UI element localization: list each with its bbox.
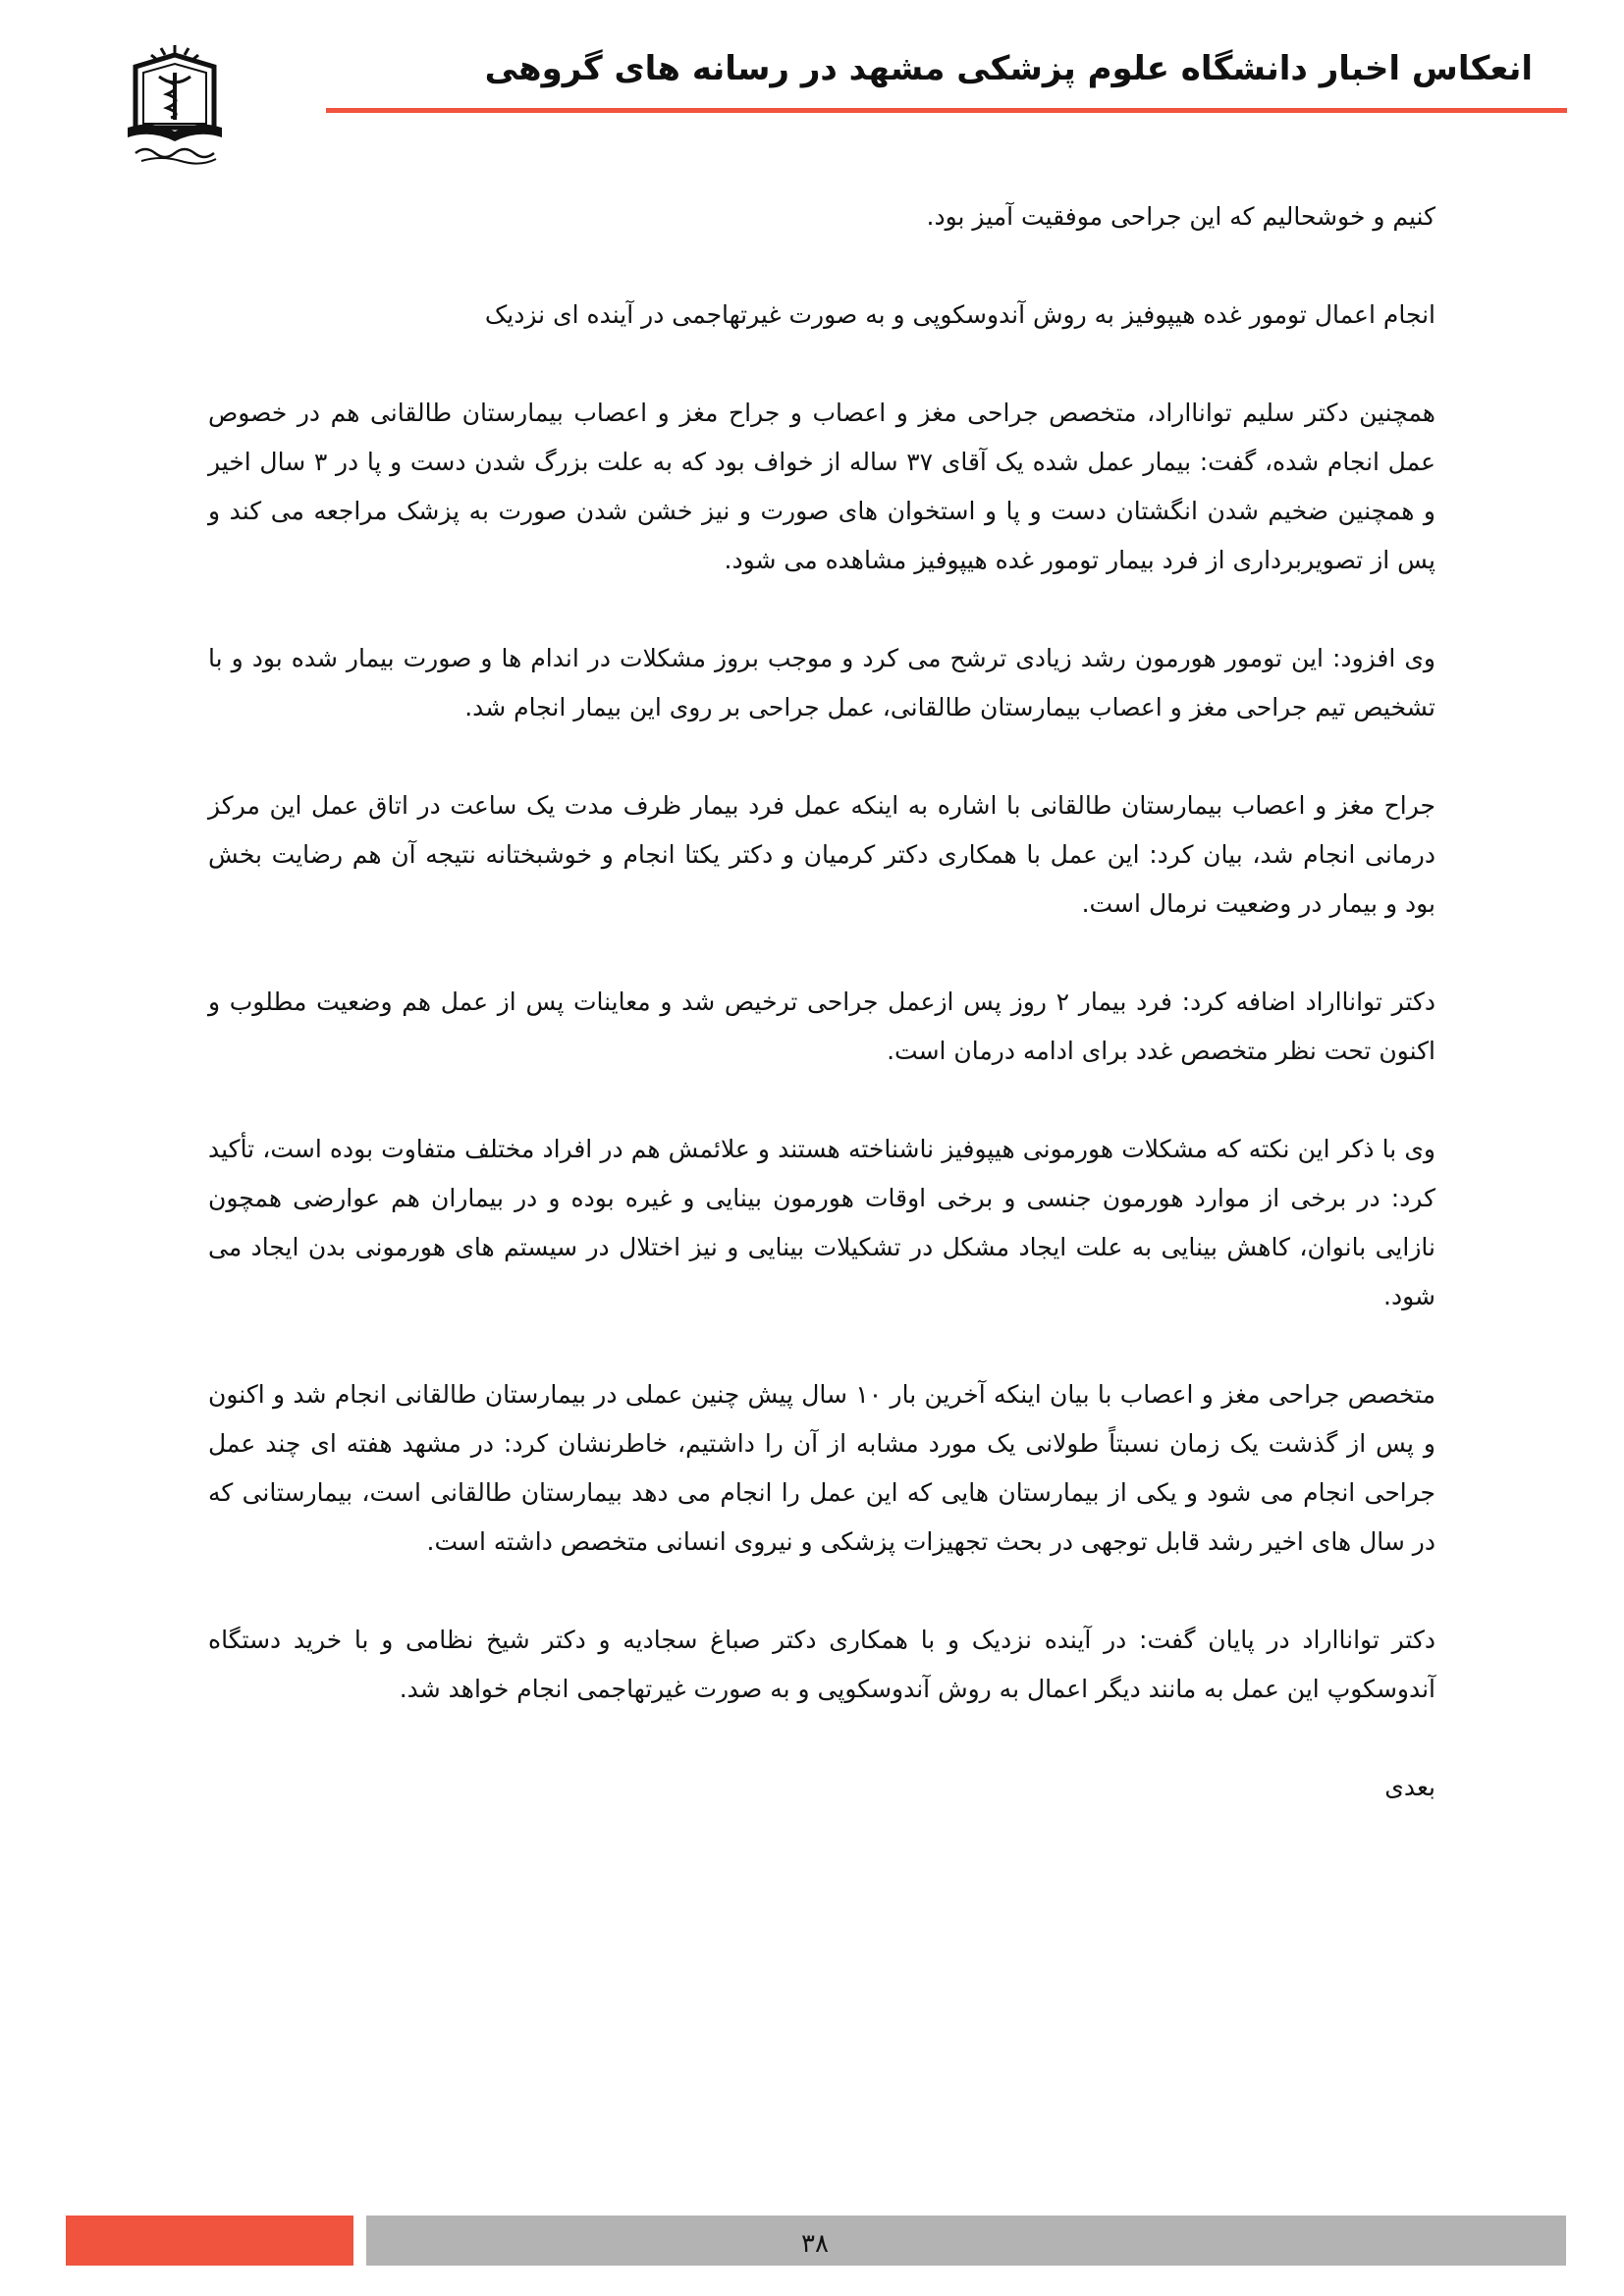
footer-accent-bar xyxy=(66,2216,353,2266)
article-paragraph: وی افزود: این تومور هورمون رشد زیادی ترشح می کرد و موجب بروز مشکلات در اندام ها و صورت بیمار شده بود و با تشخیص تیم جراحی مغز و اعصاب بیمارستان طالقانی، عمل جراحی بر روی این بیمار انجام شد. xyxy=(208,644,1435,721)
article-paragraph: همچنین دکتر سلیم توانااراد، متخصص جراحی مغز و اعصاب و جراح مغز و اعصاب بیمارستان طالقانی هم در خصوص عمل انجام شده، گفت: بیمار عمل شده یک آقای ۳۷ ساله از خواف بود که به علت بزرگ شدن دست و پا در ۳ سال اخیر و همچنین ضخیم شدن انگشتان دست و پا و استخوان های صورت و نیز خشن شدن صورت به پزشک مراجعه می کند و پس از تصویربرداری از فرد بیمار تومور غده هیپوفیز مشاهده می شود. xyxy=(208,399,1435,574)
article-paragraph: متخصص جراحی مغز و اعصاب با بیان اینکه آخرین بار ۱۰ سال پیش چنین عملی در بیمارستان طالقانی انجام شد و اکنون و پس از گذشت یک زمان نسبتاً طولانی یک مورد مشابه از آن را داشتیم، خاطرنشان کرد: در مشهد هفته ای چند عمل جراحی انجام می شود و یکی از بیمارستان هایی که این عمل را انجام می دهد بیمارستان طالقانی است، بیمارستانی که در سال های اخیر رشد قابل توجهی در بحث تجهیزات پزشکی و نیروی انسانی متخصص داشته است. xyxy=(208,1380,1436,1556)
university-emblem-icon xyxy=(106,37,244,175)
article-paragraph: کنیم و خوشحالیم که این جراحی موفقیت آمیز بود. xyxy=(926,202,1435,231)
article-paragraph: دکتر توانااراد اضافه کرد: فرد بیمار ۲ روز پس ازعمل جراحی ترخیص شد و معاینات پس از عمل هم وضعیت مطلوب و اکنون تحت نظر متخصص غدد برای ادامه درمان است. xyxy=(208,988,1435,1065)
header-divider xyxy=(326,108,1567,113)
article-paragraph: جراح مغز و اعصاب بیمارستان طالقانی با اشاره به اینکه عمل فرد بیمار ظرف مدت یک ساعت در اتاق عمل این مرکز درمانی انجام شد، بیان کرد: این عمل با همکاری دکتر کرمیان و دکتر یکتا انجام و خوشبختانه نتیجه آن هم رضایت بخش بود و بیمار در وضعیت نرمال است. xyxy=(208,791,1435,918)
page-header-title: انعکاس اخبار دانشگاه علوم پزشکی مشهد در رسانه های گروهی xyxy=(484,49,1533,88)
article-subheading: انجام اعمال تومور غده هیپوفیز به روش آندوسکوپی و به صورت غیرتهاجمی در آینده ای نزدیک xyxy=(484,300,1435,329)
article-body xyxy=(208,192,1435,1861)
article-paragraph: وی با ذکر این نکته که مشکلات هورمونی هیپوفیز ناشناخته هستند و علائمش هم در افراد مختلف متفاوت بوده است، تأکید کرد: در برخی از موارد هورمون جنسی و برخی اوقات هورمون بینایی و غیره بوده و در بیماران هم عوارضی همچون نازایی بانوان، کاهش بینایی به علت ایجاد مشکل در تشکیلات بینایی و نیز اختلال در سیستم های هورمونی بدن ایجاد می شود. xyxy=(208,1135,1435,1310)
footer-bar xyxy=(366,2216,1566,2266)
page-number: ۳۸ xyxy=(801,2229,829,2259)
next-link[interactable]: بعدی xyxy=(1384,1773,1435,1801)
article-paragraph: دکتر توانااراد در پایان گفت: در آینده نزدیک و با همکاری دکتر صباغ سجادیه و دکتر شیخ نظامی و با خرید دستگاه آندوسکوپ این عمل به مانند دیگر اعمال به روش آندوسکوپی و به صورت غیرتهاجمی انجام خواهد شد. xyxy=(208,1626,1435,1703)
